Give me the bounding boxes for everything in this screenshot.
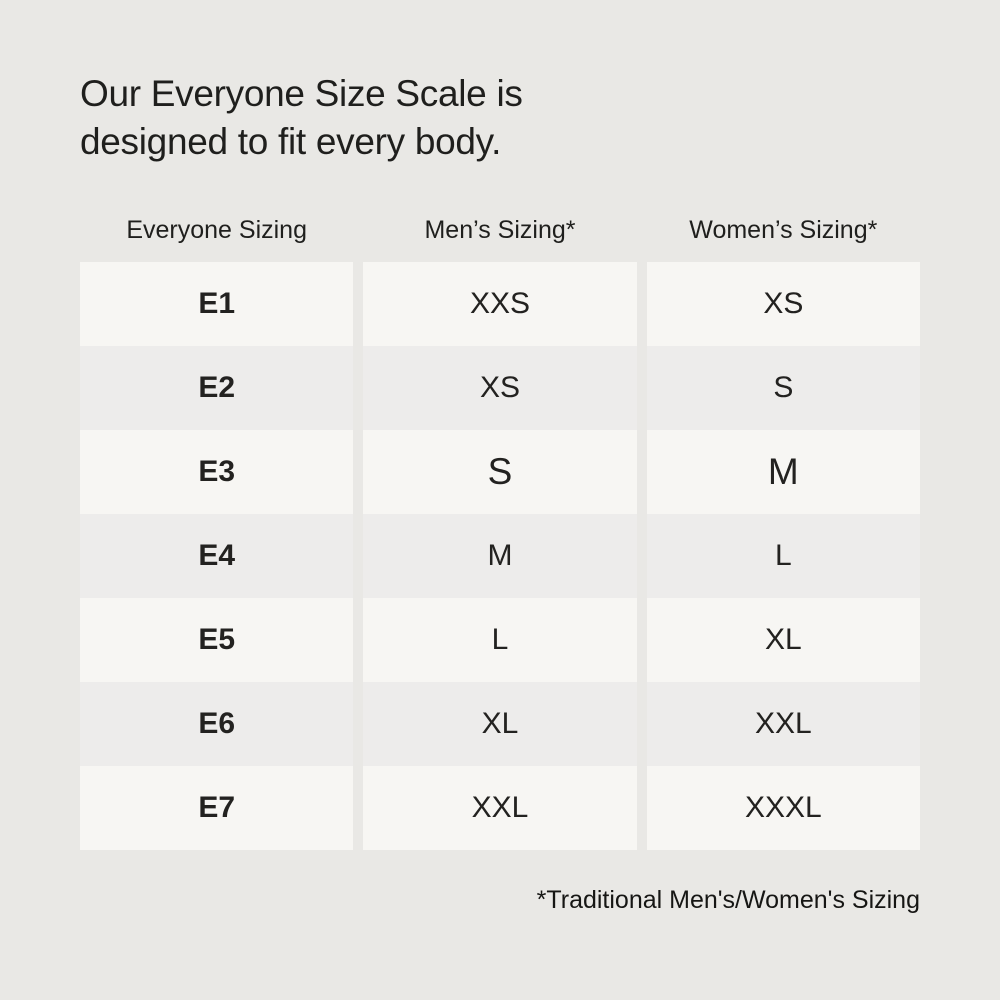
everyone-size-cell: E3 [80,430,353,514]
table-row [80,430,920,514]
womens-size-cell: XS [647,262,920,346]
womens-size-cell: XL [647,598,920,682]
column-header-everyone-sizing: Everyone Sizing [126,216,307,244]
column-header-mens-sizing: Men’s Sizing* [424,216,576,244]
page-title [80,70,523,166]
womens-size-cell: XXL [647,682,920,766]
everyone-size-cell: E2 [80,346,353,430]
column-header-womens-sizing: Women’s Sizing* [689,216,878,244]
mens-size-cell: XS [363,346,636,430]
table-row [80,682,920,766]
table-row [80,262,920,346]
everyone-size-cell: E4 [80,514,353,598]
everyone-size-cell: E1 [80,262,353,346]
mens-size-cell: XXS [363,262,636,346]
mens-size-cell: XXL [363,766,636,850]
title-line-1: Our Everyone Size Scale is [80,73,523,114]
title-line-2: designed to fit every body. [80,121,502,162]
everyone-size-cell: E7 [80,766,353,850]
womens-size-cell: L [647,514,920,598]
womens-size-cell: S [647,346,920,430]
womens-size-cell: XXXL [647,766,920,850]
table-row [80,766,920,850]
mens-size-cell: S [363,430,636,514]
everyone-size-cell: E5 [80,598,353,682]
womens-size-cell: M [647,430,920,514]
footnote: *Traditional Men's/Women's Sizing [536,886,920,914]
mens-size-cell: M [363,514,636,598]
everyone-size-cell: E6 [80,682,353,766]
mens-size-cell: L [363,598,636,682]
table-row [80,346,920,430]
table-row [80,514,920,598]
mens-size-cell: XL [363,682,636,766]
size-table [80,262,920,850]
table-column-headers [80,216,920,245]
table-row [80,598,920,682]
